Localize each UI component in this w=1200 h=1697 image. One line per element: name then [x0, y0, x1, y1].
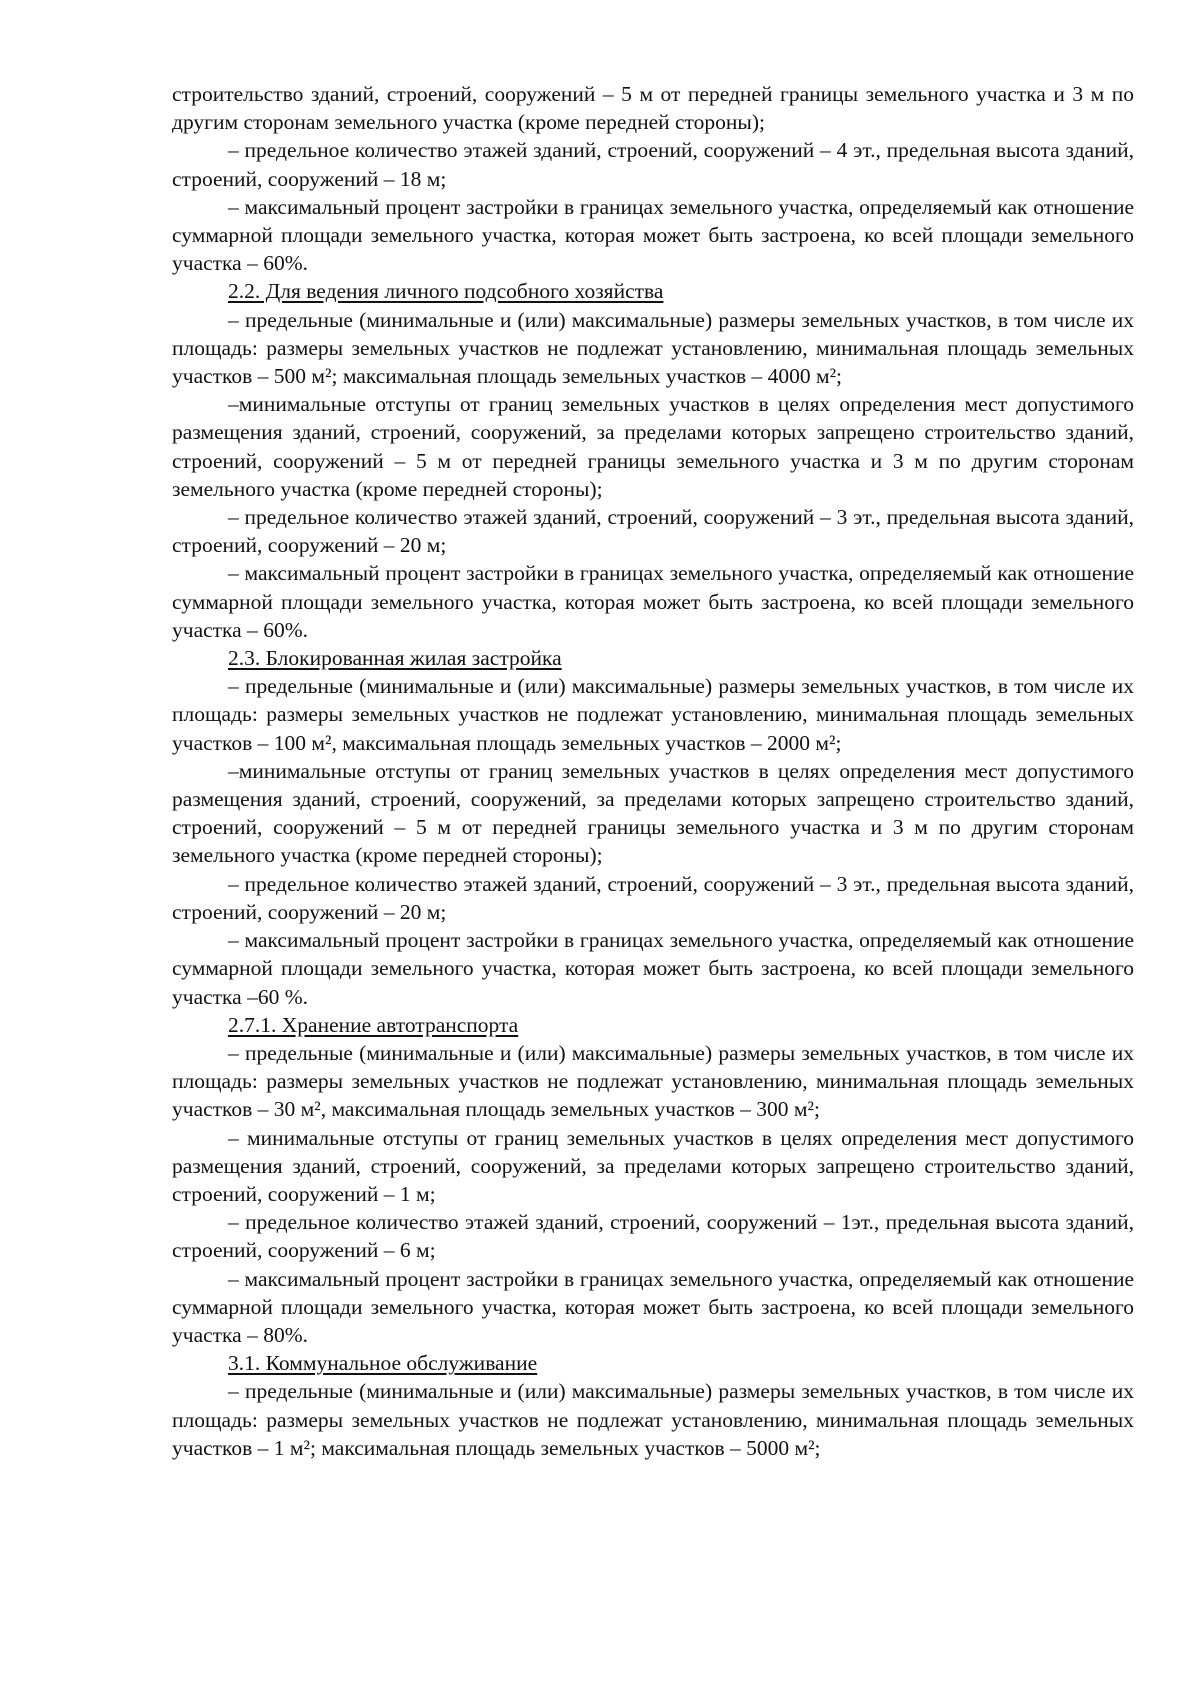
paragraph-building-percent: – максимальный процент застройки в границах земельного участка, определяемый как отношение суммарной площади земельного участка, которая может быть застроена, ко всей площади земельного участка – 80%.	[172, 1266, 1134, 1347]
document-page	[172, 80, 1134, 1462]
paragraph-floors-limit: – предельное количество этажей зданий, строений, сооружений – 3 эт., предельная высота зданий, строений, сооружений – 20 м;	[172, 505, 1134, 558]
paragraph-floors-limit: – предельное количество этажей зданий, строений, сооружений – 1эт., предельная высота зданий, строений, сооружений – 6 м;	[172, 1210, 1134, 1263]
section-heading-3-1	[172, 1349, 1134, 1377]
section-heading-text: 2.3. Блокированная жилая застройка	[228, 646, 562, 671]
paragraph-plot-size: – предельные (минимальные и (или) максимальные) размеры земельных участков, в том числе их площадь: размеры земельных участков не подлежат установлению, минимальная площадь земельных участков – 100 м², максимальная площадь земельных участков – 2000 м²;	[172, 674, 1134, 755]
section-heading-2-2	[172, 277, 1134, 305]
section-heading-text: 3.1. Коммунальное обслуживание	[228, 1351, 538, 1376]
paragraph-floors-limit: – предельное количество этажей зданий, строений, сооружений – 4 эт., предельная высота зданий, строений, сооружений – 18 м;	[172, 138, 1134, 191]
paragraph-floors-limit: – предельное количество этажей зданий, строений, сооружений – 3 эт., предельная высота зданий, строений, сооружений – 20 м;	[172, 871, 1134, 924]
section-heading-2-7-1	[172, 1011, 1134, 1039]
paragraph-setbacks: – минимальные отступы от границ земельных участков в целях определения мест допустимого размещения зданий, строений, сооружений, за пределами которых запрещено строительство зданий, строений, сооружений – 1 м;	[172, 1125, 1134, 1206]
section-heading-text: 2.7.1. Хранение автотранспорта	[228, 1012, 519, 1037]
paragraph-setbacks: –минимальные отступы от границ земельных участков в целях определения мест допустимого размещения зданий, строений, сооружений, за пределами которых запрещено строительство зданий, строений, сооружений – 5 м от передней границы земельного участка и 3 м по другим сторонам земельного участка (кроме передней стороны);	[172, 758, 1134, 868]
paragraph-building-percent: – максимальный процент застройки в границах земельного участка, определяемый как отношение суммарной площади земельного участка, которая может быть застроена, ко всей площади земельного участка – 60%.	[172, 561, 1134, 642]
paragraph-continuation: строительство зданий, строений, сооружений – 5 м от передней границы земельного участка и 3 м по другим сторонам земельного участка (кроме передней стороны);	[172, 82, 1134, 135]
paragraph-building-percent: – максимальный процент застройки в границах земельного участка, определяемый как отношение суммарной площади земельного участка, которая может быть застроена, ко всей площади земельного участка –60 %.	[172, 928, 1134, 1009]
paragraph-plot-size: – предельные (минимальные и (или) максимальные) размеры земельных участков, в том числе их площадь: размеры земельных участков не подлежат установлению, минимальная площадь земельных участков – 500 м²; максимальная площадь земельных участков – 4000 м²;	[172, 307, 1134, 389]
paragraph-building-percent: – максимальный процент застройки в границах земельного участка, определяемый как отношение суммарной площади земельного участка, которая может быть застроена, ко всей площади земельного участка – 60%.	[172, 194, 1134, 276]
paragraph-plot-size: – предельные (минимальные и (или) максимальные) размеры земельных участков, в том числе их площадь: размеры земельных участков не подлежат установлению, минимальная площадь земельных участков – 30 м², максимальная площадь земельных участков – 300 м²;	[172, 1040, 1134, 1122]
paragraph-plot-size: – предельные (минимальные и (или) максимальные) размеры земельных участков, в том числе их площадь: размеры земельных участков не подлежат установлению, минимальная площадь земельных участков – 1 м²; максимальная площадь земельных участков – 5000 м²;	[172, 1379, 1134, 1460]
section-heading-2-3	[172, 644, 1134, 672]
section-heading-text: 2.2. Для ведения личного подсобного хозяйства	[228, 279, 664, 304]
paragraph-setbacks: –минимальные отступы от границ земельных участков в целях определения мест допустимого размещения зданий, строений, сооружений, за пределами которых запрещено строительство зданий, строений, сооружений – 5 м от передней границы земельного участка и 3 м по другим сторонам земельного участка (кроме передней стороны);	[172, 392, 1134, 501]
